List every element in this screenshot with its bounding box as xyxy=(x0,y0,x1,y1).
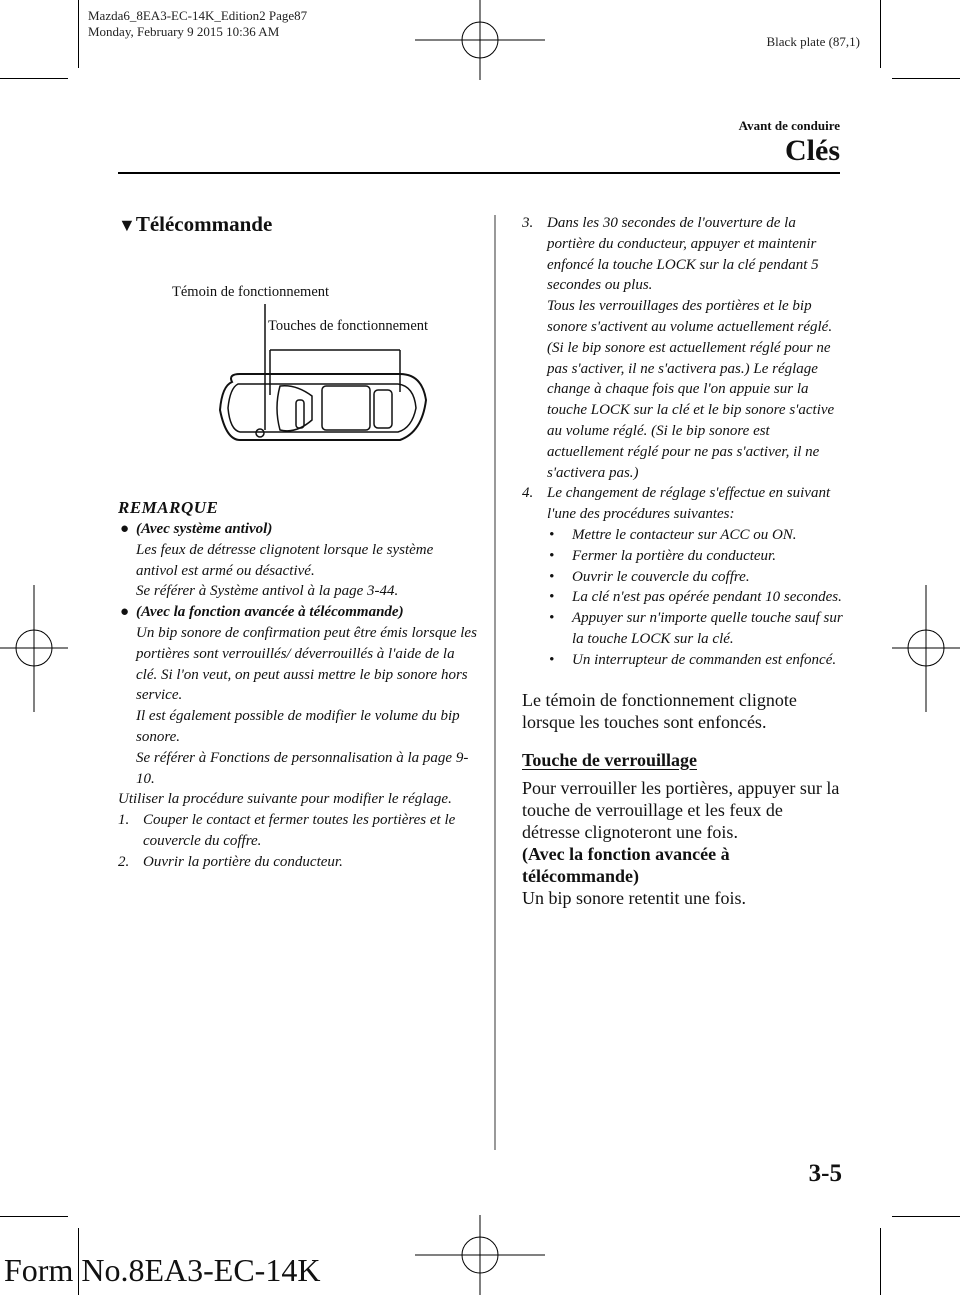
page-number: 3-5 xyxy=(808,1160,842,1187)
procedure-intro: Utiliser la procédure suivante pour modifier le réglage. xyxy=(118,791,452,808)
right-column xyxy=(522,213,844,909)
sub-item-text: Ouvrir le couvercle du coffre. xyxy=(572,568,750,585)
bullet-icon: • xyxy=(549,651,555,668)
bullet-icon: • xyxy=(549,547,555,564)
sub-item-text: Fermer la portière du conducteur. xyxy=(572,547,776,564)
chapter-title: Clés xyxy=(785,134,840,167)
bullet-text: Un bip sonore de confirmation peut être émis lorsque les portières sont verrouillés/ déverrouillés à l'aide de la clé. Si l'on veut, on peut aussi mettre le bip sonore hors service. xyxy=(136,624,477,704)
indicator-paragraph: Le témoin de fonctionnement clignote lorsque les touches sont enfoncés. xyxy=(522,689,797,732)
form-number: Form No.8EA3-EC-14K xyxy=(4,1252,321,1288)
plate-info: Black plate (87,1) xyxy=(766,34,860,49)
step-text: Le changement de réglage s'effectue en suivant l'une des procédures suivantes: xyxy=(547,485,831,523)
step-text: Couper le contact et fermer toutes les portières et le couvercle du coffre. xyxy=(143,812,456,849)
procedure-step-4 xyxy=(522,483,844,525)
bullet-icon: ● xyxy=(120,521,130,537)
lock-paragraph: Pour verrouiller les portières, appuyer sur la touche de verrouillage et les feux de détresse clignoteront une fois. xyxy=(522,777,840,842)
bullet-text: Se référer à Système antivol à la page 3-44. xyxy=(136,583,399,600)
bullet-icon: • xyxy=(549,568,555,585)
key-fob-illustration xyxy=(200,300,450,460)
procedure-step-2 xyxy=(118,852,478,873)
header-rule xyxy=(118,172,840,174)
remarque-heading: REMARQUE xyxy=(118,498,219,517)
figure-label-buttons: Touches de fonctionnement xyxy=(268,318,429,334)
remarque-bullet-antivol xyxy=(118,519,478,602)
section-heading-text: Télécommande xyxy=(135,212,273,236)
sub-item xyxy=(522,608,844,650)
step-number: 1. xyxy=(118,812,130,829)
procedure-step-3 xyxy=(522,213,844,483)
bullet-icon: • xyxy=(549,610,555,627)
bullet-text: Les feux de détresse clignotent lorsque le système antivol est armé ou désactivé. xyxy=(136,541,434,579)
sub-item xyxy=(522,650,844,671)
file-line-2: Monday, February 9 2015 10:36 AM xyxy=(88,24,280,39)
bullet-text: Se référer à Fonctions de personnalisation à la page 9-10. xyxy=(136,749,469,787)
step-number: 3. xyxy=(522,215,534,231)
sub-item xyxy=(522,567,844,588)
file-line-1: Mazda6_8EA3-EC-14K_Edition2 Page87 xyxy=(88,8,308,23)
step-text: Tous les verrouillages des portières et le bip sonore s'activent au volume actuellement réglé. (Si le bip sonore est actuellement réglé pour ne pas s'activer, il ne s'activera pas.) Le réglage change à chaque fois que l'on appuie sur la touche LOCK sur la clé et le bip sonore s'active au volume réglé. (Si le bip sonore est actuellement réglé pour ne pas s'activer, il ne s'activera pas.) xyxy=(547,298,835,481)
bullet-icon: • xyxy=(549,589,555,606)
triangle-marker-icon: ▼ xyxy=(118,215,136,235)
sub-item-text: Mettre le contacteur sur ACC ou ON. xyxy=(572,526,797,543)
step-number: 2. xyxy=(118,853,130,870)
remarque-bullet-advanced xyxy=(118,602,478,789)
bullet-icon: • xyxy=(549,526,555,543)
step-text: Dans les 30 secondes de l'ouverture de la portière du conducteur, appuyer et maintenir enfoncé la touche LOCK sur la clé pendant 5 secondes ou plus. xyxy=(547,215,819,294)
lock-advanced-title: (Avec la fonction avancée à télécommande) xyxy=(522,843,730,886)
procedure-step-1 xyxy=(118,810,478,852)
sub-item xyxy=(522,587,844,608)
step-number: 4. xyxy=(522,485,534,502)
bullet-icon: ● xyxy=(120,604,130,621)
lock-button-heading: Touche de verrouillage xyxy=(522,749,697,770)
sub-item xyxy=(522,546,844,567)
figure-label-indicator: Témoin de fonctionnement xyxy=(172,284,330,300)
section-name: Avant de conduire xyxy=(738,118,840,133)
lock-advanced-text: Un bip sonore retentit une fois. xyxy=(522,887,746,908)
section-heading xyxy=(118,212,272,237)
sub-item-text: Appuyer sur n'importe quelle touche sauf sur la touche LOCK sur la clé. xyxy=(572,610,843,647)
sub-item-text: Un interrupteur de commanden est enfoncé. xyxy=(572,651,837,668)
sub-item xyxy=(522,525,844,546)
remarque-box xyxy=(118,497,478,873)
bullet-title: (Avec la fonction avancée à télécommande) xyxy=(136,604,404,621)
step-text: Ouvrir la portière du conducteur. xyxy=(143,853,343,870)
bullet-title: (Avec système antivol) xyxy=(136,521,273,537)
sub-item-text: La clé n'est pas opérée pendant 10 secondes. xyxy=(572,589,842,606)
bullet-text: Il est également possible de modifier le volume du bip sonore. xyxy=(136,708,460,745)
